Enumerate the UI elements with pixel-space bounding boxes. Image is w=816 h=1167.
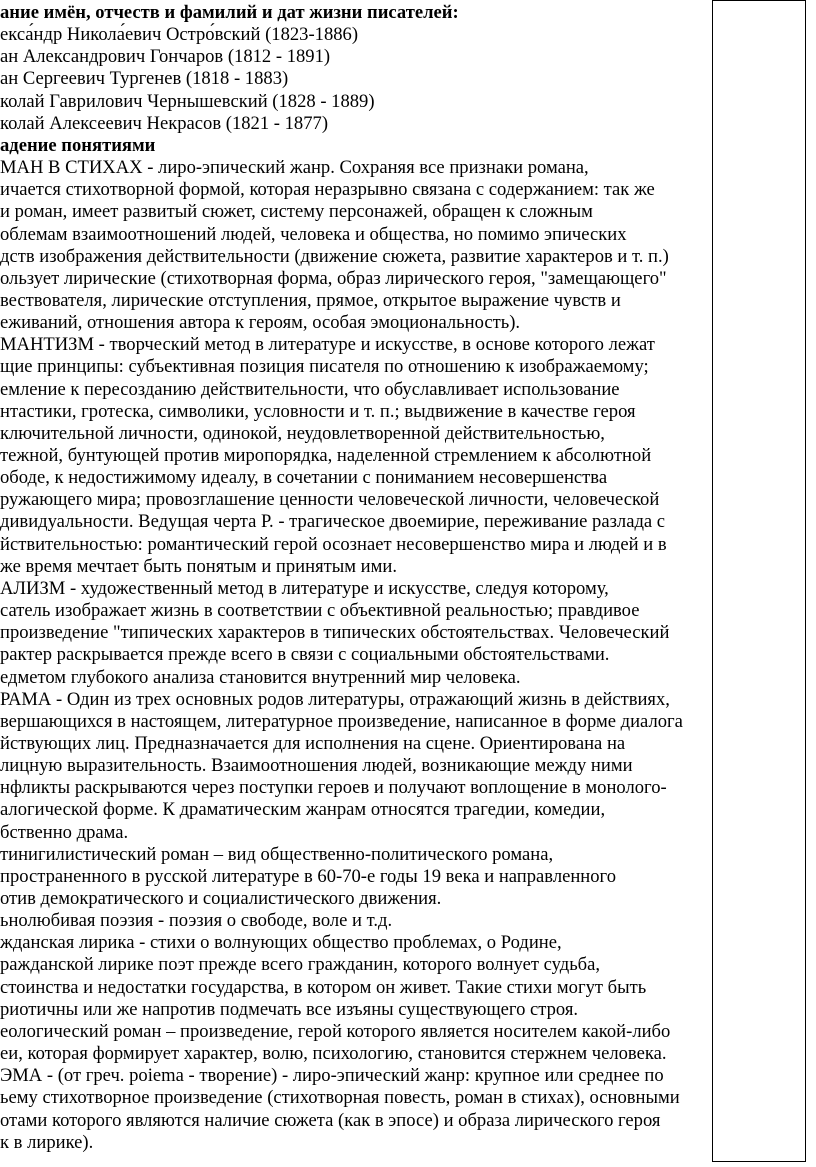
text-line: йствительностью: романтический герой осознает несовершенство мира и людей и в [0,533,667,555]
text-line: ободе, к недостижимому идеалу, в сочетании с пониманием несовершенства [0,467,608,489]
text-line: рактер раскрывается прежде всего в связи с социальными обстоятельствами. [0,644,610,666]
text-line: ЭМА - (от греч. poiema - творение) - лиро-эпический жанр: крупное или среднее по [0,1065,664,1087]
empty-table-cell [712,0,806,1162]
text-line: лицную выразительность. Взаимоотношения людей, возникающие между ними [0,755,633,777]
text-line: облемам взаимоотношений людей, человека и общества, но помимо эпических [0,223,627,245]
text-line: колай Алексеевич Некрасов (1821 - 1877) [0,112,329,134]
text-line: едметом глубокого анализа становится внутренний мир человека. [0,666,521,688]
text-line: ан Александрович Гончаров (1812 - 1891) [0,46,331,68]
text-line: сатель изображает жизнь в соответствии с объективной реальностью; правдивое [0,600,640,622]
text-line: ользует лирические (стихотворная форма, образ лирического героя, "замещающего" [0,267,667,289]
text-line: же время мечтает быть понятым и принятым ими. [0,555,397,577]
text-line: йствующих лиц. Предназначается для исполнения на сцене. Ориентирована на [0,732,626,754]
text-line: стоинства и недостатки государства, в котором он живет. Такие стихи могут быть [0,976,647,998]
text-line: еживаний, отношения автора к героям, особая эмоциональность). [0,312,521,334]
text-line: нтастики, гротеска, символики, условности и т. п.; выдвижение в качестве героя [0,400,636,422]
text-line: ан Сергеевич Тургенев (1818 - 1883) [0,68,289,90]
text-line: МАН В СТИХАХ - лиро-эпический жанр. Сохраняя все признаки романа, [0,157,589,179]
section-heading: ание имён, отчеств и фамилий и дат жизни писателей: [0,2,459,23]
text-line: дств изображения действительности (движение сюжета, развитие характеров и т. п.) [0,245,669,267]
text-line: щие принципы: субъективная позиция писателя по отношению к изображаемому; [0,356,649,378]
text-line: нфликты раскрываются через поступки героев и получают воплощение в монолого- [0,777,667,799]
text-line: жданская лирика - стихи о волнующих общество проблемах, о Родине, [0,932,562,954]
text-line: вершающихся в настоящем, литературное произведение, написанное в форме диалога [0,710,683,732]
text-line: екса́ндр Никола́евич Остро́вский (1823-1886) [0,24,359,46]
text-line: бственно драма. [0,821,129,843]
text-line: и роман, имеет развитый сюжет, систему персонажей, обращен к сложным [0,201,593,223]
text-line: пространенного в русской литературе в 60-70-е годы 19 века и направленного [0,865,617,887]
text-line: еи, которая формирует характер, волю, психологию, становится стержнем человека. [0,1043,667,1065]
text-line: алогической форме. К драматическим жанрам относятся трагедии, комедии, [0,799,606,821]
text-line: ружающего мира; провозглашение ценности человеческой личности, человеческой [0,489,660,511]
section-heading: адение понятиями [0,134,156,156]
text-line: произведение "типических характеров в типических обстоятельствах. Человеческий [0,622,670,644]
text-line: ичается стихотворной формой, которая неразрывно связана с содержанием: так же [0,179,655,201]
text-line: РАМА - Один из трех основных родов литературы, отражающий жизнь в действиях, [0,688,670,710]
text-line: отив демократического и социалистического движения. [0,888,442,909]
text-line: ьему стихотворное произведение (стихотворная повесть, роман в стихах), основными [0,1087,680,1109]
text-line: колай Гаврилович Чернышевский (1828 - 1889) [0,90,375,112]
text-line: МАНТИЗМ - творческий метод в литературе и искусстве, в основе которого лежат [0,334,655,356]
text-line: отами которого являются наличие сюжета (как в эпосе) и образа лирического героя [0,1109,661,1131]
text-line: ьнолюбивая поэзия - поэзия о свободе, воле и т.д. [0,910,393,932]
text-line: тежной, бунтующей против миропорядка, наделенной стремлением к абсолютной [0,445,652,466]
text-line: ключительной личности, одинокой, неудовлетворенной действительностью, [0,422,605,444]
text-line: ражданской лирике поэт прежде всего гражданин, которого волнует судьба, [0,954,601,976]
text-line: емление к пересозданию действительности, что обуславливает использование [0,378,620,400]
text-line: к в лирике). [0,1131,94,1153]
text-line: вествователя, лирические отступления, прямое, открытое выражение чувств и [0,289,621,311]
text-line: тинигилистический роман – вид общественно-политического романа, [0,843,554,865]
text-line: риотичны или же напротив подмечать все изъяны существующего строя. [0,998,579,1020]
text-line: дивидуальности. Ведущая черта Р. - трагическое двоемирие, переживание разлада с [0,511,666,533]
text-line: еологический роман – произведение, герой которого является носителем какой-либо [0,1020,671,1042]
text-line: АЛИЗМ - художественный метод в литературе и искусстве, следуя которому, [0,577,609,599]
